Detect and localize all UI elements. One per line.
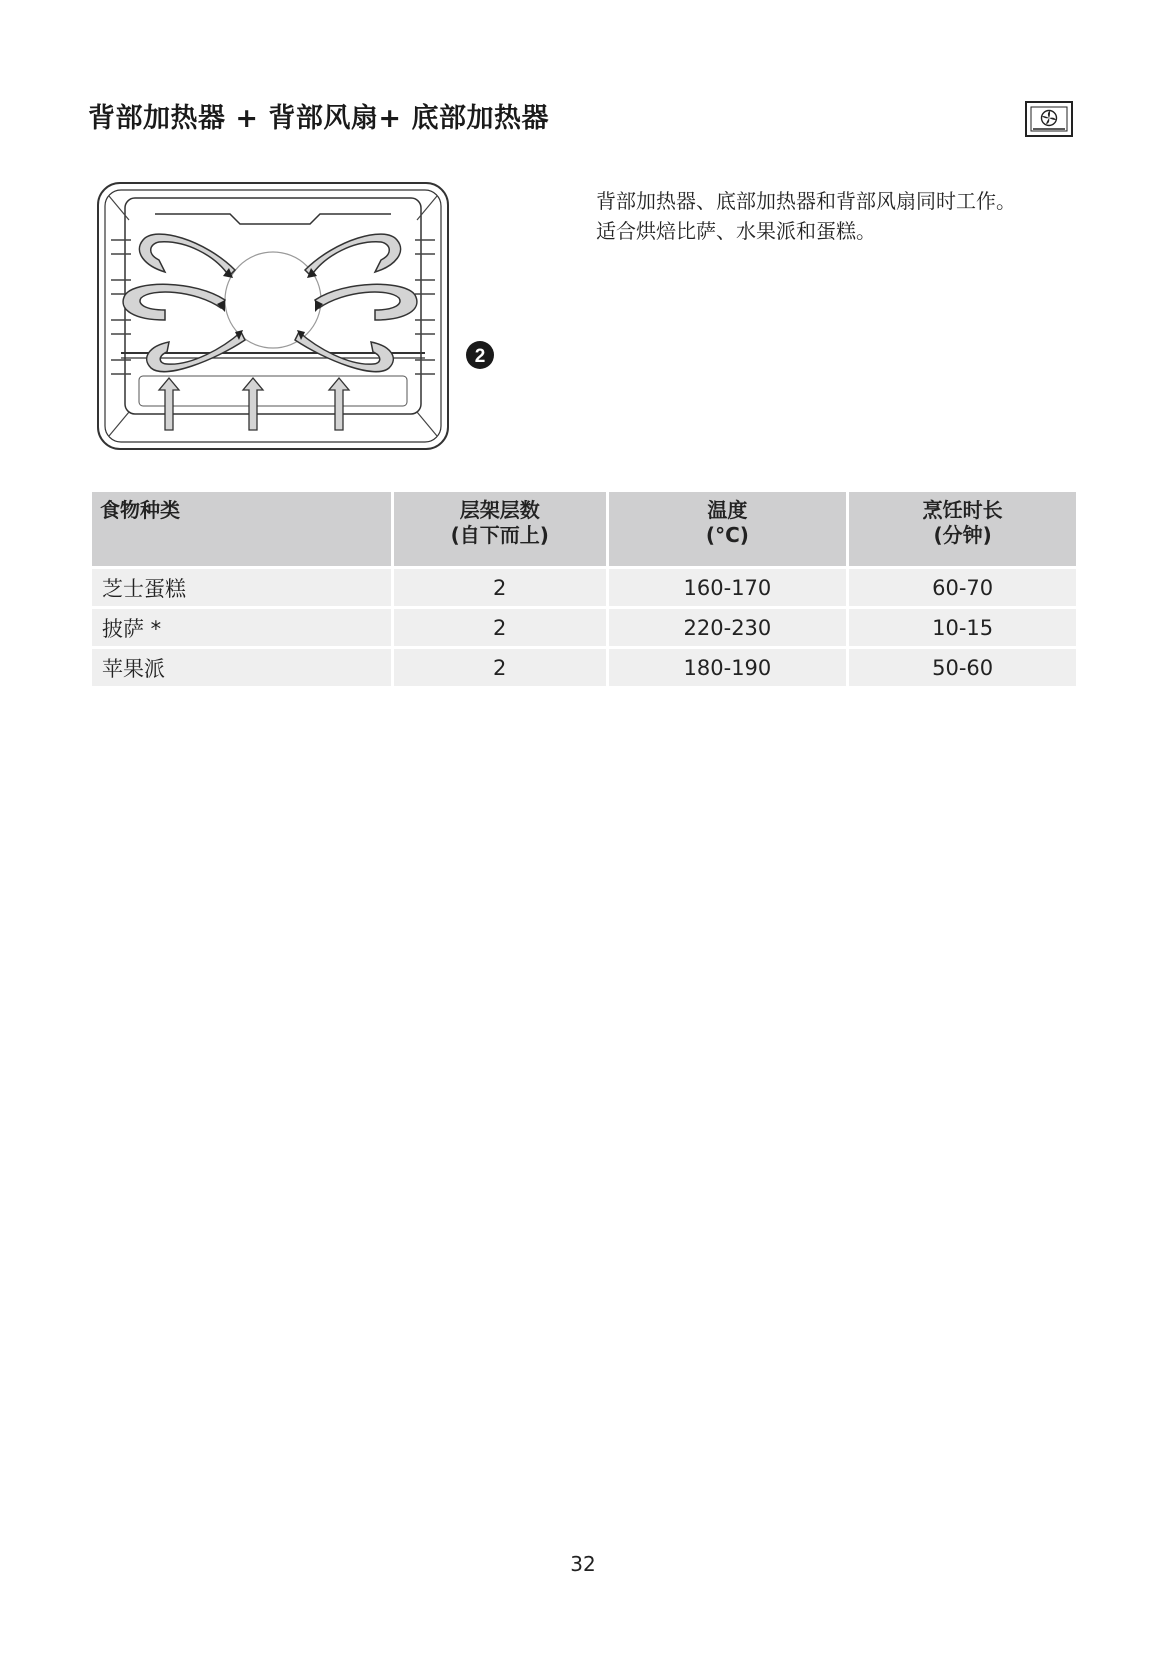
header-rack-level: 层架层数 (自下而上): [394, 492, 606, 566]
time-cell: 50-60: [849, 649, 1076, 686]
convection-fan-icon: [1025, 101, 1073, 137]
temperature-cell: 160-170: [609, 569, 847, 606]
cooking-table: [89, 489, 1079, 689]
table-header-row: [92, 492, 1076, 566]
rack-level-cell: 2: [394, 569, 606, 606]
temperature-cell: 180-190: [609, 649, 847, 686]
header-cooking-time: 烹饪时长 (分钟): [849, 492, 1076, 566]
header-food-type: 食物种类: [92, 492, 391, 566]
time-cell: 60-70: [849, 569, 1076, 606]
food-cell: 芝士蛋糕: [92, 569, 391, 606]
temperature-cell: 220-230: [609, 609, 847, 646]
table-row: [92, 569, 1076, 606]
rack-level-cell: 2: [394, 609, 606, 646]
food-cell: 苹果派: [92, 649, 391, 686]
description: [596, 186, 1016, 246]
table-row: [92, 609, 1076, 646]
table-row: [92, 649, 1076, 686]
header-temperature: 温度 (°C): [609, 492, 847, 566]
description-line: 背部加热器、底部加热器和背部风扇同时工作。: [596, 189, 1016, 213]
page-number: 32: [570, 1552, 596, 1576]
oven-airflow-diagram: [95, 180, 515, 464]
description-line: 适合烘焙比萨、水果派和蛋糕。: [596, 219, 876, 243]
rack-level-badge-label: 2: [474, 346, 486, 367]
time-cell: 10-15: [849, 609, 1076, 646]
rack-level-cell: 2: [394, 649, 606, 686]
food-cell: 披萨 *: [92, 609, 391, 646]
page-title: 背部加热器 + 背部风扇+ 底部加热器: [88, 103, 549, 134]
